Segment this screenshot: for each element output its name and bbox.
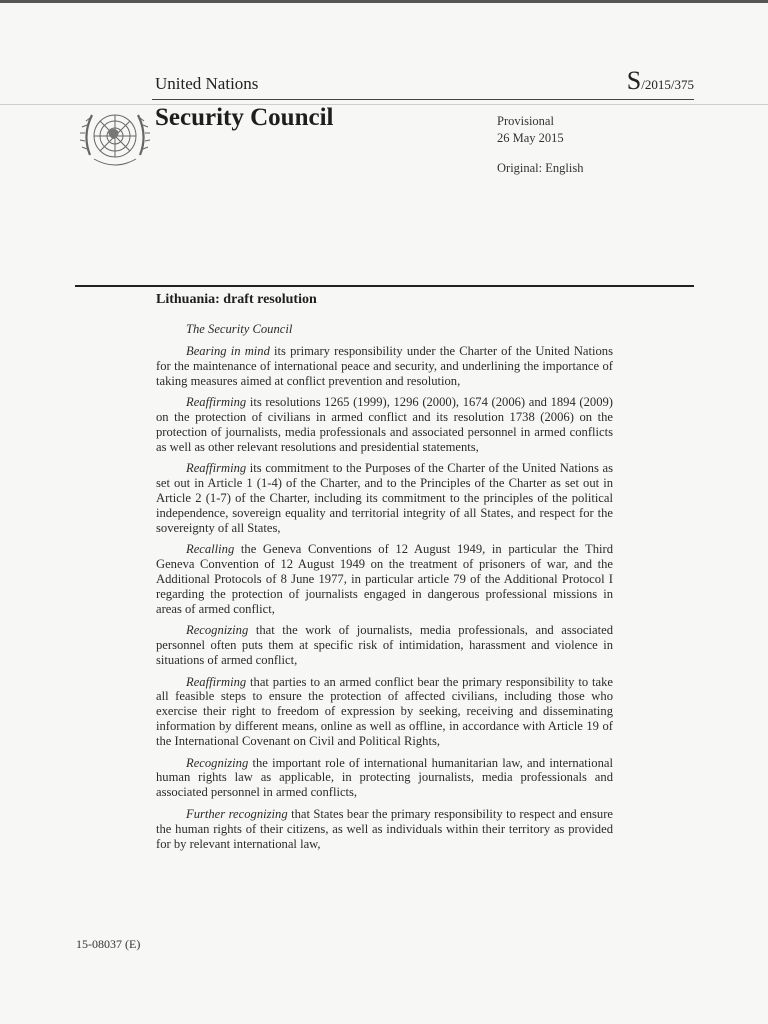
preamble-paragraph (156, 461, 613, 536)
un-emblem-icon (76, 105, 154, 173)
status-label: Provisional (497, 114, 554, 128)
original-language: Original: English (497, 161, 584, 175)
paragraph-lead: Bearing in mind (186, 343, 270, 358)
paragraph-lead: Recognizing (186, 755, 249, 770)
preamble-paragraph (156, 807, 613, 852)
paragraph-lead: Reaffirming (186, 461, 247, 476)
document-date: 26 May 2015 (497, 131, 564, 145)
opening-line (156, 322, 613, 337)
preamble-paragraph (156, 756, 613, 801)
paragraph-text: that the work of journalists, media professionals, and associated personnel often puts them at specific risk of intimidation, harassment and violence in situations of armed conflict, (156, 623, 613, 668)
paragraph-text: that parties to an armed conflict bear the primary responsibility to take all feasible steps to ensure the protection of affected civilians, including those who exercise their right to freedom of expression by seeking, receiving and disseminating information by different means, online as well as offline, in accordance with Article 19 of the International Covenant on Civil and Political Rights, (156, 674, 613, 749)
paragraph-lead: Reaffirming (186, 674, 247, 689)
organization-name: United Nations (155, 74, 259, 93)
preamble-paragraph (156, 623, 613, 668)
header-rule (152, 99, 694, 100)
security-council-heading: Security Council (155, 104, 334, 131)
paragraph-lead: Reaffirming (186, 395, 247, 410)
symbol-number: /2015/375 (641, 77, 694, 92)
paragraph-text: that States bear the primary responsibility to respect and ensure the human rights of their citizens, as well as individuals within their territory as provided for by relevant international law, (156, 806, 613, 851)
preamble-paragraph (156, 542, 613, 617)
document-number: 15-08037 (E) (76, 937, 141, 951)
document-symbol (627, 66, 694, 96)
preamble-paragraph (156, 344, 613, 389)
resolution-title: Lithuania: draft resolution (156, 292, 317, 307)
paragraph-text: its commitment to the Purposes of the Charter of the United Nations as set out in Article 1 (1-4) of the Charter, and to the Principles of the Charter as set out in Article 2 (1-7) of the Charter, including its commitment to the principles of the political independence, sovereign equality and territorial integrity of all States, and respect for the sovereignty of all States, (156, 461, 613, 535)
symbol-initial: S (626, 66, 642, 95)
preamble-paragraph (156, 395, 613, 455)
paragraph-text: the Geneva Conventions of 12 August 1949, in particular the Third Geneva Convention of 12 August 1949 on the treatment of prisoners of war, and the Additional Protocols of 8 June 1977, in particular article 79 of the Additional Protocol I regarding the protection of journalists engaged in dangerous professional missions in areas of armed conflict, (156, 542, 613, 616)
preamble-paragraph (156, 675, 613, 750)
paragraph-lead: Recalling (186, 542, 235, 557)
scan-edge (0, 0, 768, 3)
opening-italic: The Security Council (186, 322, 293, 336)
paragraph-text: its resolutions 1265 (1999), 1296 (2000), 1674 (2006) and 1894 (2009) on the protection of civilians in armed conflict and its resolution 1738 (2006) on the protection of journalists, media professionals and associated personnel in armed conflicts as well as other relevant resolutions and presidential statements, (156, 395, 613, 454)
paragraph-lead: Recognizing (186, 623, 249, 638)
paragraph-text: the important role of international humanitarian law, and international human rights law as applicable, in protecting journalists, media professionals and associated personnel in armed conflicts, (156, 755, 613, 800)
paragraph-lead: Further recognizing (186, 806, 288, 821)
paragraph-text: its primary responsibility under the Charter of the United Nations for the maintenance of international peace and security, and underlining the importance of taking measures aimed at conflict prevention and resolution, (156, 343, 613, 388)
title-rule (75, 285, 694, 287)
document-meta (497, 113, 583, 177)
resolution-body (156, 322, 613, 858)
